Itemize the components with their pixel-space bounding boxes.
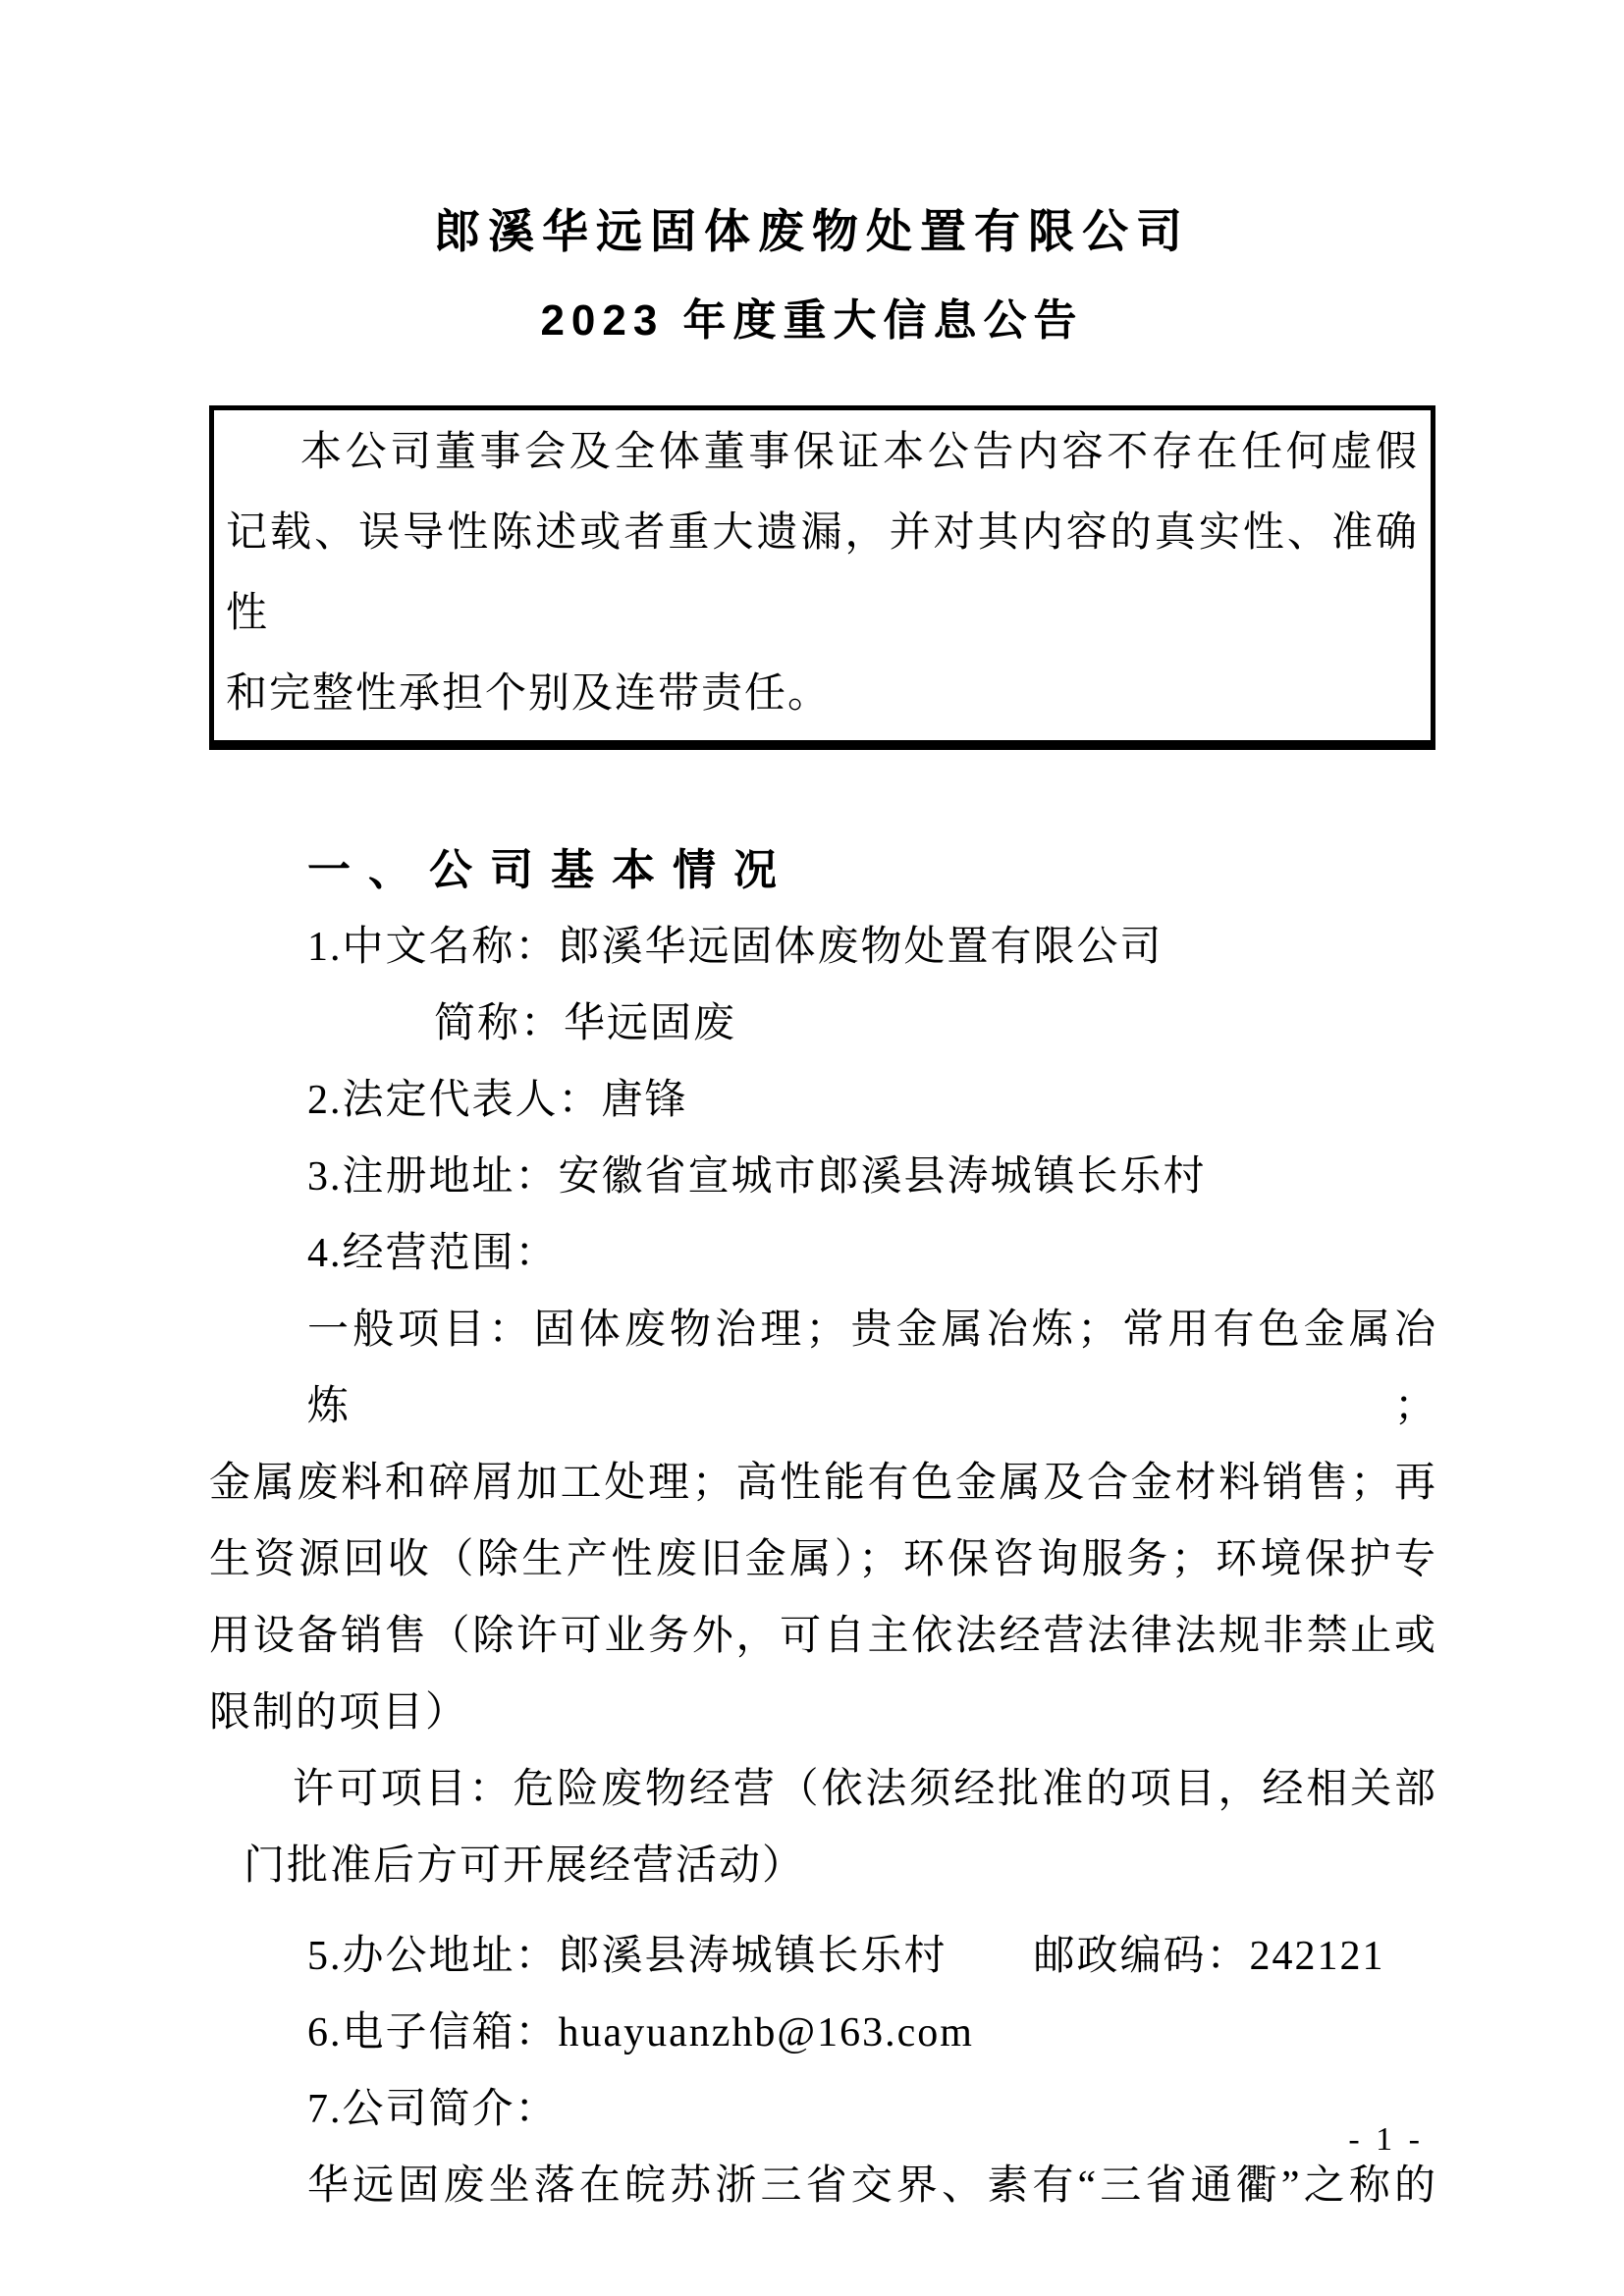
line-chinese-name: 1.中文名称：郎溪华远固体废物处置有限公司 [307,925,1164,970]
line-general-items-5: 限制的项目） [209,1690,469,1735]
line-email: 6.电子信箱：huayuanzhb@163.com [307,2010,974,2056]
document-subtitle: 2023 年度重大信息公告 [540,296,1084,345]
disclaimer-box [209,405,1435,750]
line-short-name: 简称：华远固废 [434,1001,737,1046]
section-company-basic-info [209,832,1437,2224]
line-licensed-items-2: 门批准后方可开展经营活动） [244,1843,806,1889]
line-general-items-3: 生资源回收（除生产性废旧金属）；环保咨询服务；环境保护专 [209,1537,1437,1582]
line-general-items-4: 用设备销售（除许可业务外，可自主依法经营法律法规非禁止或 [209,1614,1437,1659]
section-heading: 一、公司基本情况 [307,846,794,894]
line-office-address: 5.办公地址：郎溪县涛城镇长乐村 邮政编码：242121 [307,1934,1385,1979]
line-legal-representative: 2.法定代表人：唐锋 [307,1078,688,1123]
document-title: 郎溪华远固体废物处置有限公司 [434,205,1190,257]
line-company-profile-label: 7.公司简介： [307,2087,559,2132]
page-number: - 1 - [1348,2121,1424,2158]
disclaimer-line-3: 和完整性承担个别及连带责任。 [226,671,832,717]
line-general-items-1: 一般项目：固体废物治理；贵金属冶炼；常用有色金属冶炼； [307,1308,1437,1429]
line-general-items-2: 金属废料和碎屑加工处理；高性能有色金属及合金材料销售；再 [209,1461,1437,1506]
line-licensed-items-1: 许可项目：危险废物经营（依法须经批准的项目，经相关部 [293,1767,1437,1812]
line-business-scope-label: 4.经营范围： [307,1231,559,1276]
line-company-profile-1: 华远固废坐落在皖苏浙三省交界、素有“三省通衢”之称的 [307,2163,1437,2209]
line-registered-address: 3.注册地址：安徽省宣城市郎溪县涛城镇长乐村 [307,1154,1207,1200]
disclaimer-line-1: 本公司董事会及全体董事保证本公告内容不存在任何虚假 [300,430,1419,475]
disclaimer-line-2: 记载、误导性陈述或者重大遗漏，并对其内容的真实性、准确性 [226,510,1419,636]
